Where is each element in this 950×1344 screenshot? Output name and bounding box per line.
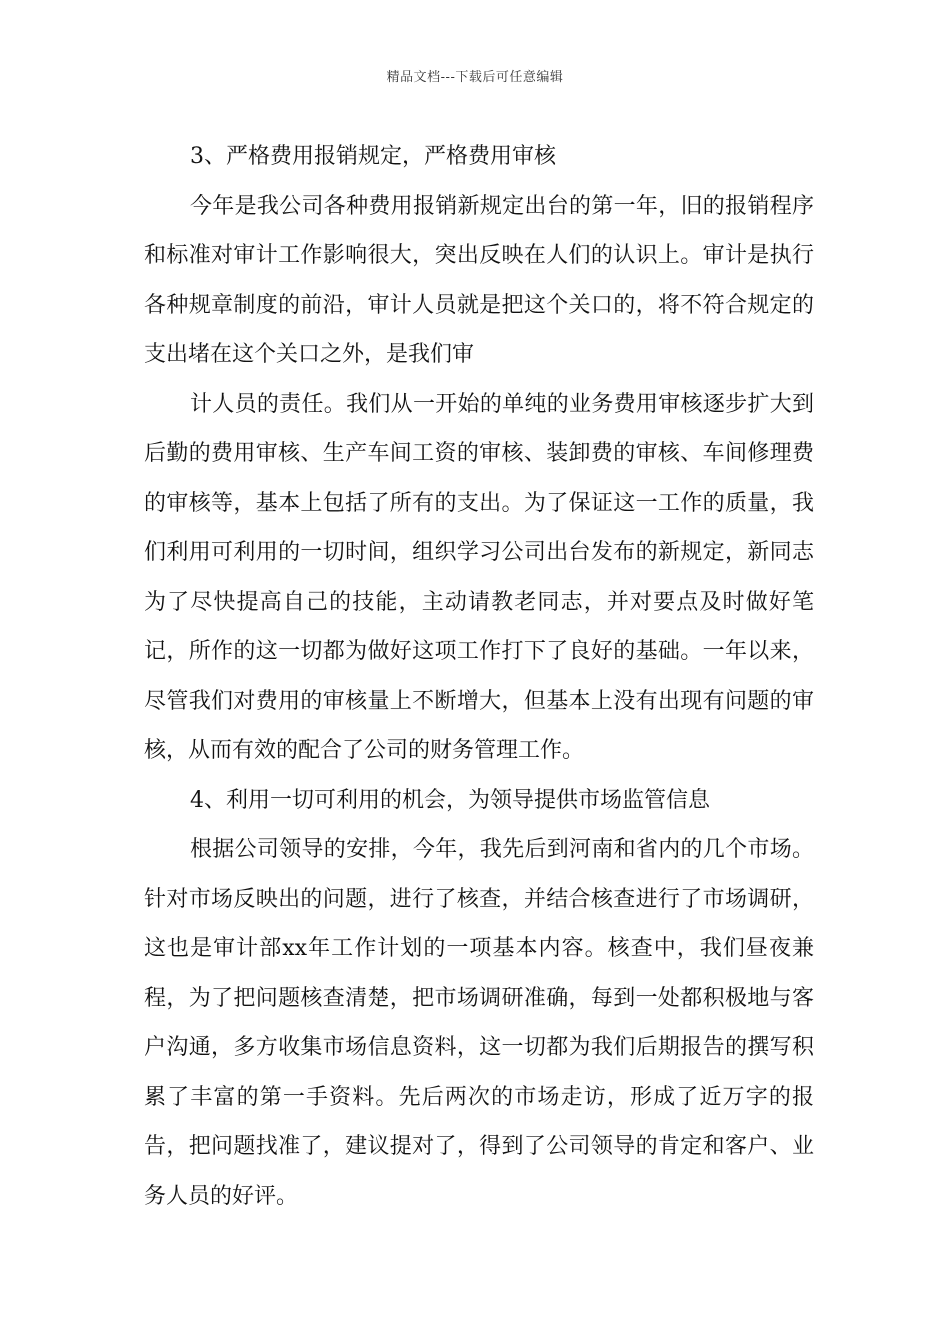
body-paragraph: 根据公司领导的安排，今年，我先后到河南和省内的几个市场。针对市场反映出的问题，进行了核查，并结合核查进行了市场调研，这也是审计部xx年工作计划的一项基本内容。核查中，我们昼夜兼程，为了把问题核查清楚，把市场调研准确，每到一处都积极地与客户沟通，多方收集市场信息资料，这一切都为我们后期报告的撰写积累了丰富的第一手资料。先后两次的市场走访，形成了近万字的报告，把问题找准了，建议提对了，得到了公司领导的肯定和客户、业务人员的好评。 [144, 837, 814, 1209]
section-heading-4: 4、利用一切可利用的机会，为领导提供市场监管信息 [190, 787, 710, 813]
document-body [144, 132, 814, 1221]
body-paragraph: 今年是我公司各种费用报销新规定出台的第一年，旧的报销程序和标准对审计工作影响很大，突出反映在人们的认识上。审计是执行各种规章制度的前沿，审计人员就是把这个关口的，将不符合规定的支出堵在这个关口之外，是我们审 [144, 193, 814, 367]
page-header: 精品文档---下载后可任意编辑 [386, 70, 564, 85]
section-heading-3: 3、严格费用报销规定，严格费用审核 [190, 144, 556, 169]
body-paragraph: 计人员的责任。我们从一开始的单纯的业务费用审核逐步扩大到后勤的费用审核、生产车间工资的审核、装卸费的审核、车间修理费的审核等，基本上包括了所有的支出。为了保证这一工作的质量，我们利用可利用的一切时间，组织学习公司出台发布的新规定，新同志为了尽快提高自己的技能，主动请教老同志，并对要点及时做好笔记，所作的这一切都为做好这项工作打下了良好的基础。一年以来，尽管我们对费用的审核量上不断增大，但基本上没有出现有问题的审核，从而有效的配合了公司的财务管理工作。 [144, 391, 814, 763]
